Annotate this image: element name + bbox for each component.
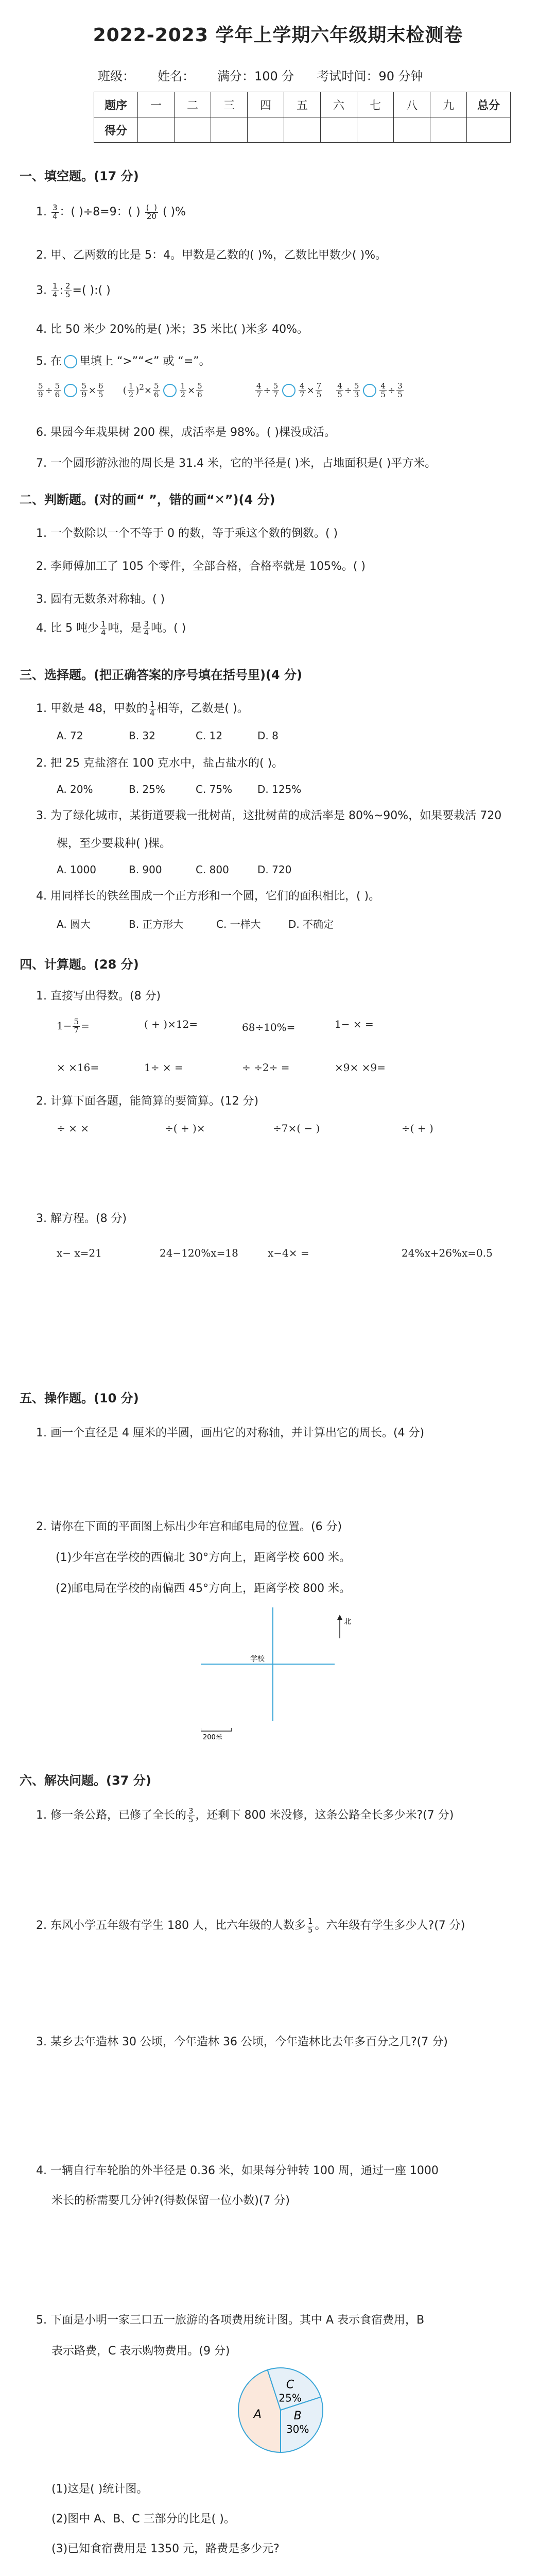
q-number: 3. bbox=[36, 284, 47, 297]
choice-q4-opt-b[interactable]: B. 正方形大 bbox=[129, 918, 184, 930]
judge-q1: 1. 一个数除以一个不等于 0 的数，等于乘这个数的倒数。( ) bbox=[36, 527, 338, 540]
col-header: 五 bbox=[284, 92, 321, 117]
choice-q1-opt-c[interactable]: C. 12 bbox=[196, 730, 223, 742]
calc-q2: 2. 计算下面各题，能简算的要简算。(12 分) bbox=[36, 1095, 259, 1108]
col-header: 总分 bbox=[467, 92, 511, 117]
calc-q3: 3. 解方程。(8 分) bbox=[36, 1212, 127, 1225]
col-header: 二 bbox=[175, 92, 211, 117]
pie-value-c: 25% bbox=[279, 2392, 302, 2404]
col-header: 三 bbox=[211, 92, 248, 117]
choice-q3-cont: 棵，至少要栽种( )棵。 bbox=[57, 837, 171, 850]
choice-q2-opt-b[interactable]: B. 25% bbox=[129, 783, 165, 795]
col-header: 九 bbox=[430, 92, 467, 117]
fill-q5 bbox=[36, 352, 211, 368]
section-fill-blank: 一、填空题。(17 分) bbox=[20, 169, 139, 183]
q-text: 。六年级有学生多少人?(7 分) bbox=[315, 1919, 465, 1932]
score-cell[interactable] bbox=[467, 117, 511, 143]
col-header: 四 bbox=[248, 92, 284, 117]
fill-q2: 2. 甲、乙两数的比是 5：4。甲数是乙数的( )%，乙数比甲数少( )%。 bbox=[36, 249, 387, 262]
choice-q1: 1. 甲数是 48，甲数的 $\frac{1}{4}$ 相等，乙数是( )。 bbox=[36, 699, 249, 718]
solve-q5-b: (2)图中 A、B、C 三部分的比是( )。 bbox=[51, 2513, 235, 2526]
calc-item: 1÷ × = bbox=[144, 1061, 183, 1074]
fraction: $\frac{( )}{20}$ bbox=[146, 202, 157, 221]
answer-circle-icon[interactable] bbox=[363, 384, 376, 397]
position-map[interactable] bbox=[201, 1602, 371, 1741]
score-cell[interactable] bbox=[430, 117, 467, 143]
op-q2: 2. 请你在下面的平面图上标出少年宫和邮电局的位置。(6 分) bbox=[36, 1520, 342, 1533]
choice-q1-opt-d[interactable]: D. 8 bbox=[257, 730, 279, 742]
col-header: 一 bbox=[138, 92, 175, 117]
choice-q3-opt-c[interactable]: C. 800 bbox=[196, 863, 229, 876]
pie-label-b: B bbox=[293, 2410, 302, 2423]
choice-q2: 2. 把 25 克盐溶在 100 克水中，盐占盐水的( )。 bbox=[36, 757, 284, 770]
operator: ÷ bbox=[344, 385, 352, 396]
op-q2-b: (2)邮电局在学校的南偏西 45°方向上，距离学校 800 米。 bbox=[56, 1582, 351, 1595]
answer-circle-icon[interactable] bbox=[282, 384, 296, 397]
judge-q2: 2. 李师傅加工了 105 个零件，全部合格，合格率就是 105%。( ) bbox=[36, 560, 366, 573]
q-text: 吨。( ) bbox=[151, 622, 186, 635]
q-text: : bbox=[59, 284, 63, 297]
expr: ( + )×12= bbox=[144, 1018, 198, 1030]
solve-q4: 4. 一辆自行车轮胎的外半径是 0.36 米，如果每分钟转 100 周，通过一座 1000 bbox=[36, 2164, 439, 2177]
calc-item: ÷7×( − ) bbox=[273, 1122, 320, 1134]
calc-item: 1− × = bbox=[335, 1018, 374, 1030]
q-text: 4. 比 5 吨少 bbox=[36, 622, 99, 635]
score-cell[interactable] bbox=[394, 117, 430, 143]
row-label: 得分 bbox=[94, 117, 138, 143]
fill-q4: 4. 比 50 米少 20%的是( )米；35 米比( )米多 40%。 bbox=[36, 323, 309, 336]
operator: ÷ bbox=[263, 385, 271, 396]
col-header: 八 bbox=[394, 92, 430, 117]
score-cell[interactable] bbox=[248, 117, 284, 143]
expr: 1− bbox=[57, 1019, 72, 1032]
score-cell[interactable] bbox=[321, 117, 357, 143]
operator: × bbox=[306, 385, 315, 396]
scale-label: 200米 bbox=[203, 1734, 222, 1741]
calc-item: 68÷10%= bbox=[242, 1021, 296, 1033]
north-label: 北 bbox=[344, 1618, 351, 1626]
solve-q3: 3. 某乡去年造林 30 公顷，今年造林 36 公顷，今年造林比去年多百分之几?(7 分) bbox=[36, 2036, 448, 2048]
full-score: 满分：100 分 bbox=[217, 69, 294, 83]
solve-q5-c: (3)已知食宿费用是 1350 元，路费是多少元? bbox=[51, 2543, 280, 2555]
choice-q4-opt-d[interactable]: D. 不确定 bbox=[288, 918, 334, 930]
equation: 24%x+26%x=0.5 bbox=[402, 1247, 493, 1259]
solve-q5: 5. 下面是小明一家三口五一旅游的各项费用统计图。其中 A 表示食宿费用，B bbox=[36, 2314, 425, 2327]
operator: × bbox=[88, 385, 96, 396]
operator: ÷ bbox=[387, 385, 396, 396]
pie-value-b: 30% bbox=[286, 2423, 309, 2436]
calc-item: ÷ ÷2÷ = bbox=[242, 1061, 290, 1074]
name-label: 姓名： bbox=[158, 69, 195, 83]
section-solve: 六、解决问题。(37 分) bbox=[20, 1773, 151, 1788]
choice-q4-opt-c[interactable]: C. 一样大 bbox=[216, 918, 261, 930]
op-q1: 1. 画一个直径是 4 厘米的半圆，画出它的对称轴，并计算出它的周长。(4 分) bbox=[36, 1427, 425, 1439]
choice-q3-opt-a[interactable]: A. 1000 bbox=[57, 863, 96, 876]
section-judge: 二、判断题。(对的画“ ”，错的画“✕”)(4 分) bbox=[20, 493, 275, 507]
operator: ÷ bbox=[45, 385, 53, 396]
fraction: $\frac{2}{5}$ bbox=[65, 281, 71, 299]
choice-q4-opt-a[interactable]: A. 圆大 bbox=[57, 918, 91, 930]
choice-q2-opt-a[interactable]: A. 20% bbox=[57, 783, 93, 795]
choice-q3: 3. 为了绿化城市，某街道要栽一批树苗，这批树苗的成活率是 80%~90%，如果要栽活 720 bbox=[36, 809, 502, 822]
score-table-header-row bbox=[94, 92, 511, 117]
q-text: 5. 在 bbox=[36, 355, 62, 368]
choice-q2-opt-c[interactable]: C. 75% bbox=[196, 783, 233, 795]
col-header: 六 bbox=[321, 92, 357, 117]
choice-q1-opt-a[interactable]: A. 72 bbox=[57, 730, 83, 742]
op-q2-a: (1)少年宫在学校的西偏北 30°方向上，距离学校 600 米。 bbox=[56, 1551, 351, 1564]
choice-q4: 4. 用同样长的铁丝围成一个正方形和一个圆，它们的面积相比，( )。 bbox=[36, 890, 380, 903]
q-text: 相等，乙数是( )。 bbox=[157, 702, 249, 715]
fill-q5-items: $\frac{5}{9}$ ÷ $\frac{5}{6}$ $\frac{5}{9}$ × $\frac{6}{5}$ ( $\frac{1}{2}$ )$^2$× $\frac{5}{6}$ $\frac{1}{2}$ × $\frac{5}{6}$ $\frac{4}{7}$ ÷ $\frac{5}{7}$ $\frac{4}{7}$ × $\frac{7}{5}$ $\frac{4}{5}$ ÷ $\frac{5}{3}$ $\frac{4}{5}$ ÷ $\frac{3}{5}$ bbox=[38, 381, 403, 399]
fill-q6: 6. 果园今年栽果树 200 棵，成活率是 98%。( )棵没成活。 bbox=[36, 426, 336, 439]
solve-q2: 2. 东风小学五年级有学生 180 人，比六年级的人数多 $\frac{1}{5}$ 。六年级有学生多少人?(7 分) bbox=[36, 1916, 465, 1935]
section-calc: 四、计算题。(28 分) bbox=[20, 957, 139, 972]
q-text: 1. 修一条公路，已修了全长的 bbox=[36, 1809, 186, 1822]
calc-item: ÷( + ) bbox=[402, 1122, 433, 1134]
section-choice: 三、选择题。(把正确答案的序号填在括号里)(4 分) bbox=[20, 668, 302, 682]
equation: x− x=21 bbox=[57, 1247, 102, 1259]
calc-q1: 1. 直接写出得数。(8 分) bbox=[36, 990, 161, 1003]
q-text: 2. 东风小学五年级有学生 180 人，比六年级的人数多 bbox=[36, 1919, 306, 1932]
section-operation: 五、操作题。(10 分) bbox=[20, 1391, 139, 1405]
choice-q3-opt-b[interactable]: B. 900 bbox=[129, 863, 162, 876]
judge-q3: 3. 圆有无数条对称轴。( ) bbox=[36, 593, 165, 606]
score-cell[interactable] bbox=[357, 117, 394, 143]
q-text: 吨，是 bbox=[108, 622, 142, 635]
school-label: 学校 bbox=[250, 1655, 265, 1663]
page-title: 2022-2023 学年上学期六年级期末检测卷 bbox=[93, 25, 463, 46]
solve-q5-a: (1)这是( )统计图。 bbox=[51, 2483, 148, 2496]
equation: 24−120%x=18 bbox=[160, 1247, 238, 1259]
score-table-score-row bbox=[94, 117, 511, 143]
answer-circle-icon[interactable] bbox=[64, 355, 77, 368]
answer-circle-icon[interactable] bbox=[163, 384, 177, 397]
row-label: 题序 bbox=[94, 92, 138, 117]
score-cell[interactable] bbox=[211, 117, 248, 143]
q-text: ( )% bbox=[162, 206, 186, 218]
q-text: 1. 甲数是 48，甲数的 bbox=[36, 702, 148, 715]
fraction: $\frac{3}{4}$ bbox=[53, 202, 58, 221]
choice-q2-opt-d[interactable]: D. 125% bbox=[257, 783, 302, 795]
north-arrow-head-icon bbox=[337, 1615, 342, 1620]
pie-chart bbox=[234, 2364, 327, 2456]
choice-q1-opt-b[interactable]: B. 32 bbox=[129, 730, 155, 742]
calc-item: ×9× ×9= bbox=[335, 1061, 386, 1074]
calc-item: ÷ × × bbox=[57, 1122, 89, 1134]
calc-item: 1− $\frac{5}{7}$ = bbox=[57, 1017, 90, 1035]
calc-item: × ×16= bbox=[57, 1061, 99, 1074]
q-text: ，还剩下 800 米没修，这条公路全长多少米?(7 分) bbox=[195, 1809, 454, 1822]
choice-q3-opt-d[interactable]: D. 720 bbox=[257, 863, 292, 876]
score-table bbox=[94, 92, 511, 143]
pie-label-a: A bbox=[253, 2408, 262, 2421]
q-text: 里填上 “>”“<” 或 “=”。 bbox=[79, 355, 211, 368]
pie-label-c: C bbox=[286, 2378, 294, 2392]
score-cell[interactable] bbox=[175, 117, 211, 143]
exam-meta bbox=[98, 66, 446, 84]
fill-q3 bbox=[36, 282, 111, 299]
class-label: 班级： bbox=[98, 69, 135, 83]
operator: × bbox=[187, 385, 196, 396]
fill-q1 bbox=[36, 203, 186, 221]
score-cell[interactable] bbox=[138, 117, 175, 143]
answer-circle-icon[interactable] bbox=[64, 384, 77, 397]
calc-item: ÷( + )× bbox=[165, 1122, 205, 1134]
score-cell[interactable] bbox=[284, 117, 321, 143]
solve-q4-cont: 米长的桥需要几分钟?(得数保留一位小数)(7 分) bbox=[51, 2194, 290, 2207]
solve-q5-cont: 表示路费，C 表示购物费用。(9 分) bbox=[51, 2345, 230, 2358]
q-text: ：( )÷8=9：( ) bbox=[59, 206, 141, 218]
fraction: $\frac{1}{4}$ bbox=[53, 281, 58, 299]
solve-q1: 1. 修一条公路，已修了全长的 $\frac{3}{5}$ ，还剩下 800 米没修，这条公路全长多少米?(7 分) bbox=[36, 1806, 454, 1824]
calc-item bbox=[144, 1018, 198, 1030]
judge-q4: 4. 比 5 吨少 $\frac{1}{4}$ 吨，是 $\frac{3}{4}$ 吨。( ) bbox=[36, 619, 186, 637]
exam-time: 考试时间：90 分钟 bbox=[317, 69, 423, 83]
q-number: 1. bbox=[36, 206, 47, 218]
operator: × bbox=[144, 385, 152, 396]
equation: x−4× = bbox=[268, 1247, 309, 1259]
q-text: =( ):( ) bbox=[72, 284, 111, 297]
col-header: 七 bbox=[357, 92, 394, 117]
fill-q7: 7. 一个圆形游泳池的周长是 31.4 米，它的半径是( )米，占地面积是( )平方米。 bbox=[36, 457, 437, 470]
